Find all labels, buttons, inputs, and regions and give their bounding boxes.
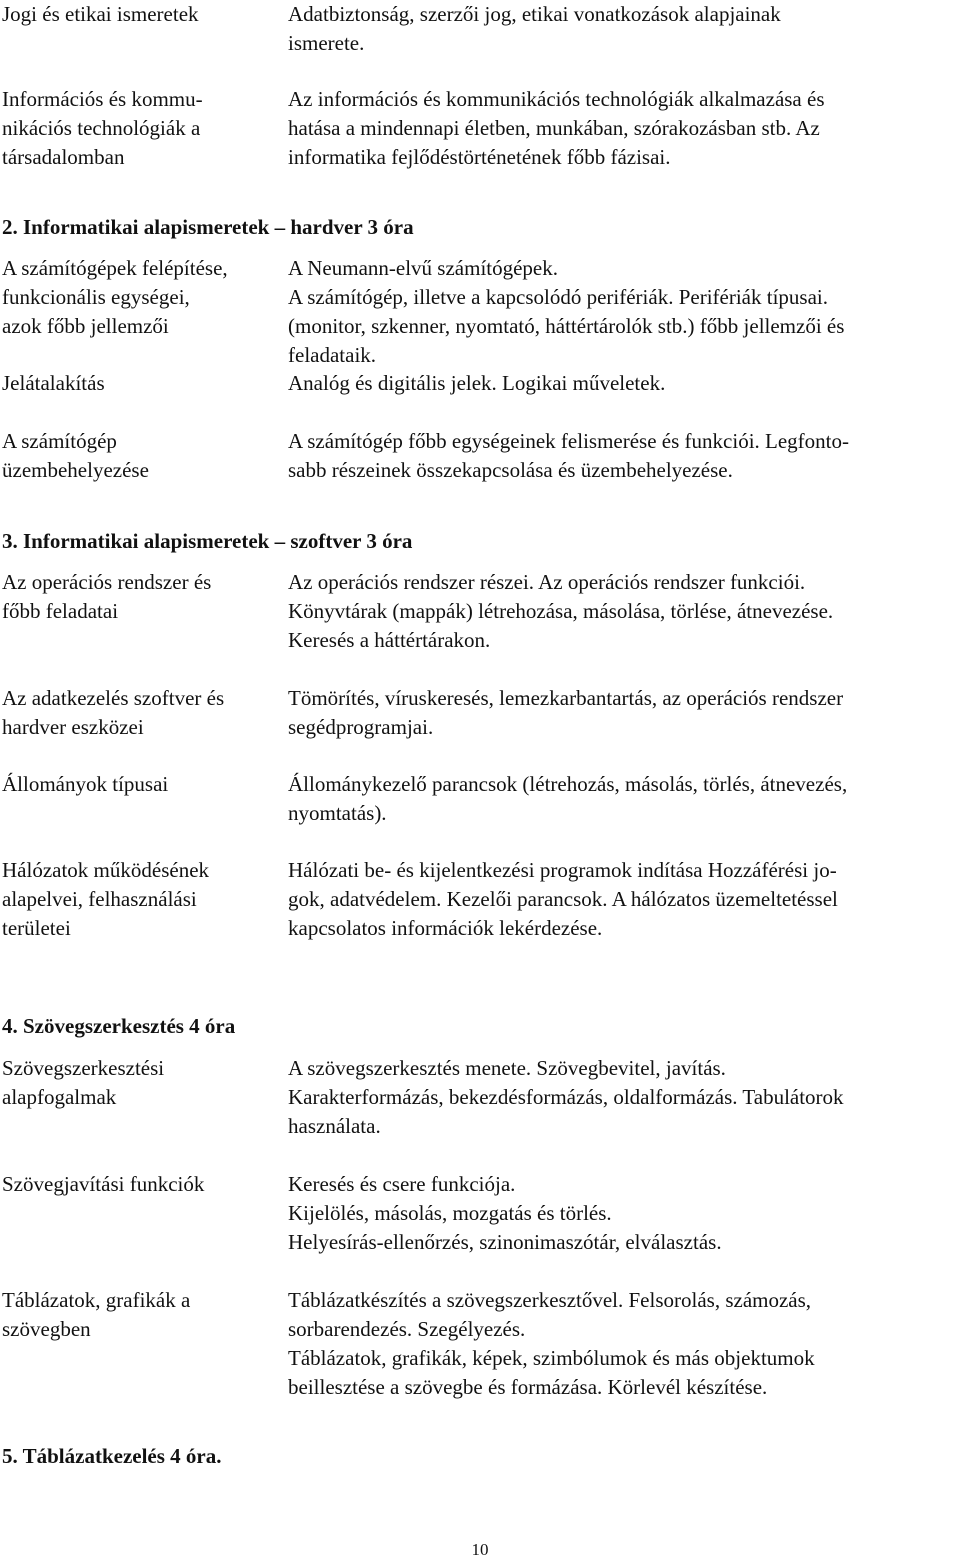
description-line: Könyvtárak (mappák) létrehozása, másolása, törlése, átnevezése. <box>288 599 834 623</box>
description-line: segédprogramjai. <box>288 715 434 739</box>
row-description <box>288 770 956 828</box>
description-line: gok, adatvédelem. Kezelői parancsok. A hálózatos üzemeltetéssel <box>288 887 838 911</box>
description-line: A számítógép, illetve a kapcsolódó perifériák. Perifériák típusai. <box>288 285 828 309</box>
row-description <box>288 85 956 172</box>
page-number: 10 <box>471 1540 489 1559</box>
term-line: Hálózatok működésének <box>2 858 210 882</box>
description-line: kapcsolatos információk lekérdezése. <box>288 916 603 940</box>
description-line: A számítógép főbb egységeinek felismerése és funkciói. Legfonto- <box>288 429 849 453</box>
section-heading: 5. Táblázatkezelés 4 óra. <box>2 1444 222 1468</box>
description-line: Helyesírás-ellenőrzés, szinonimaszótár, elválasztás. <box>288 1230 722 1254</box>
row-term <box>2 684 278 742</box>
description-line: feladataik. <box>288 343 377 367</box>
term-line: területei <box>2 916 71 940</box>
row-term <box>2 0 278 29</box>
term-line: alapfogalmak <box>2 1085 117 1109</box>
term-line: A számítógépek felépítése, <box>2 256 228 280</box>
row-term <box>2 254 278 341</box>
row-description <box>288 684 956 742</box>
term-line: nikációs technológiák a <box>2 116 201 140</box>
row-description <box>288 1054 956 1141</box>
description-line: Tömörítés, víruskeresés, lemezkarbantartás, az operációs rendszer <box>288 686 844 710</box>
row-description <box>288 856 956 943</box>
description-line: használata. <box>288 1114 381 1138</box>
row-term <box>2 568 278 626</box>
description-line: Keresés a háttértárakon. <box>288 628 491 652</box>
row-term <box>2 1170 278 1199</box>
description-line: informatika fejlődéstörténetének főbb fázisai. <box>288 145 671 169</box>
description-line: Kijelölés, másolás, mozgatás és törlés. <box>288 1201 612 1225</box>
description-line: beillesztése a szövegbe és formázása. Körlevél készítése. <box>288 1375 768 1399</box>
row-term <box>2 1286 278 1344</box>
row-term <box>2 85 278 172</box>
description-line: nyomtatás). <box>288 801 387 825</box>
row-description <box>288 427 956 485</box>
description-line: sorbarendezés. Szegélyezés. <box>288 1317 526 1341</box>
description-line: A Neumann-elvű számítógépek. <box>288 256 559 280</box>
term-line: társadalomban <box>2 145 125 169</box>
term-line: Információs és kommu- <box>2 87 203 111</box>
row-description <box>288 1286 956 1402</box>
term-line: Az operációs rendszer és <box>2 570 212 594</box>
term-line: szövegben <box>2 1317 91 1341</box>
row-term <box>2 369 278 398</box>
description-line: Az információs és kommunikációs technológiák alkalmazása és <box>288 87 825 111</box>
section-heading: 2. Informatikai alapismeretek – hardver 3 óra <box>2 215 414 239</box>
term-line: hardver eszközei <box>2 715 144 739</box>
term-line: Állományok típusai <box>2 772 169 796</box>
term-line: Jogi és etikai ismeretek <box>2 2 199 26</box>
term-line: alapelvei, felhasználási <box>2 887 197 911</box>
description-line: Keresés és csere funkciója. <box>288 1172 516 1196</box>
row-description <box>288 254 956 370</box>
row-term <box>2 770 278 799</box>
term-line: Táblázatok, grafikák a <box>2 1288 191 1312</box>
description-line: Analóg és digitális jelek. Logikai műveletek. <box>288 371 666 395</box>
term-line: üzembehelyezése <box>2 458 149 482</box>
description-line: Az operációs rendszer részei. Az operációs rendszer funkciói. <box>288 570 806 594</box>
description-line: Táblázatok, grafikák, képek, szimbólumok és más objektumok <box>288 1346 815 1370</box>
term-line: funkcionális egységei, <box>2 285 190 309</box>
term-line: A számítógép <box>2 429 117 453</box>
term-line: Szövegszerkesztési <box>2 1056 165 1080</box>
section-heading: 3. Informatikai alapismeretek – szoftver 3 óra <box>2 529 413 553</box>
section-heading: 4. Szövegszerkesztés 4 óra <box>2 1014 236 1038</box>
row-description <box>288 568 956 655</box>
term-line: főbb feladatai <box>2 599 119 623</box>
row-term <box>2 1054 278 1112</box>
description-line: A szövegszerkesztés menete. Szövegbevitel, javítás. <box>288 1056 726 1080</box>
row-term <box>2 856 278 943</box>
description-line: Karakterformázás, bekezdésformázás, oldalformázás. Tabulátorok <box>288 1085 844 1109</box>
description-line: Hálózati be- és kijelentkezési programok indítása Hozzáférési jo- <box>288 858 837 882</box>
row-term <box>2 427 278 485</box>
term-line: Szövegjavítási funkciók <box>2 1172 205 1196</box>
description-line: Adatbiztonság, szerzői jog, etikai vonatkozások alapjainak <box>288 2 781 26</box>
description-line: Állománykezelő parancsok (létrehozás, másolás, törlés, átnevezés, <box>288 772 848 796</box>
description-line: ismerete. <box>288 31 365 55</box>
description-line: hatása a mindennapi életben, munkában, szórakozásban stb. Az <box>288 116 820 140</box>
row-description <box>288 369 956 398</box>
row-description <box>288 0 956 58</box>
description-line: (monitor, szkenner, nyomtató, háttértárolók stb.) főbb jellemzői és <box>288 314 845 338</box>
description-line: Táblázatkészítés a szövegszerkesztővel. Felsorolás, számozás, <box>288 1288 812 1312</box>
term-line: azok főbb jellemzői <box>2 314 169 338</box>
description-line: sabb részeinek összekapcsolása és üzembehelyezése. <box>288 458 733 482</box>
row-description <box>288 1170 956 1257</box>
term-line: Az adatkezelés szoftver és <box>2 686 225 710</box>
term-line: Jelátalakítás <box>2 371 105 395</box>
